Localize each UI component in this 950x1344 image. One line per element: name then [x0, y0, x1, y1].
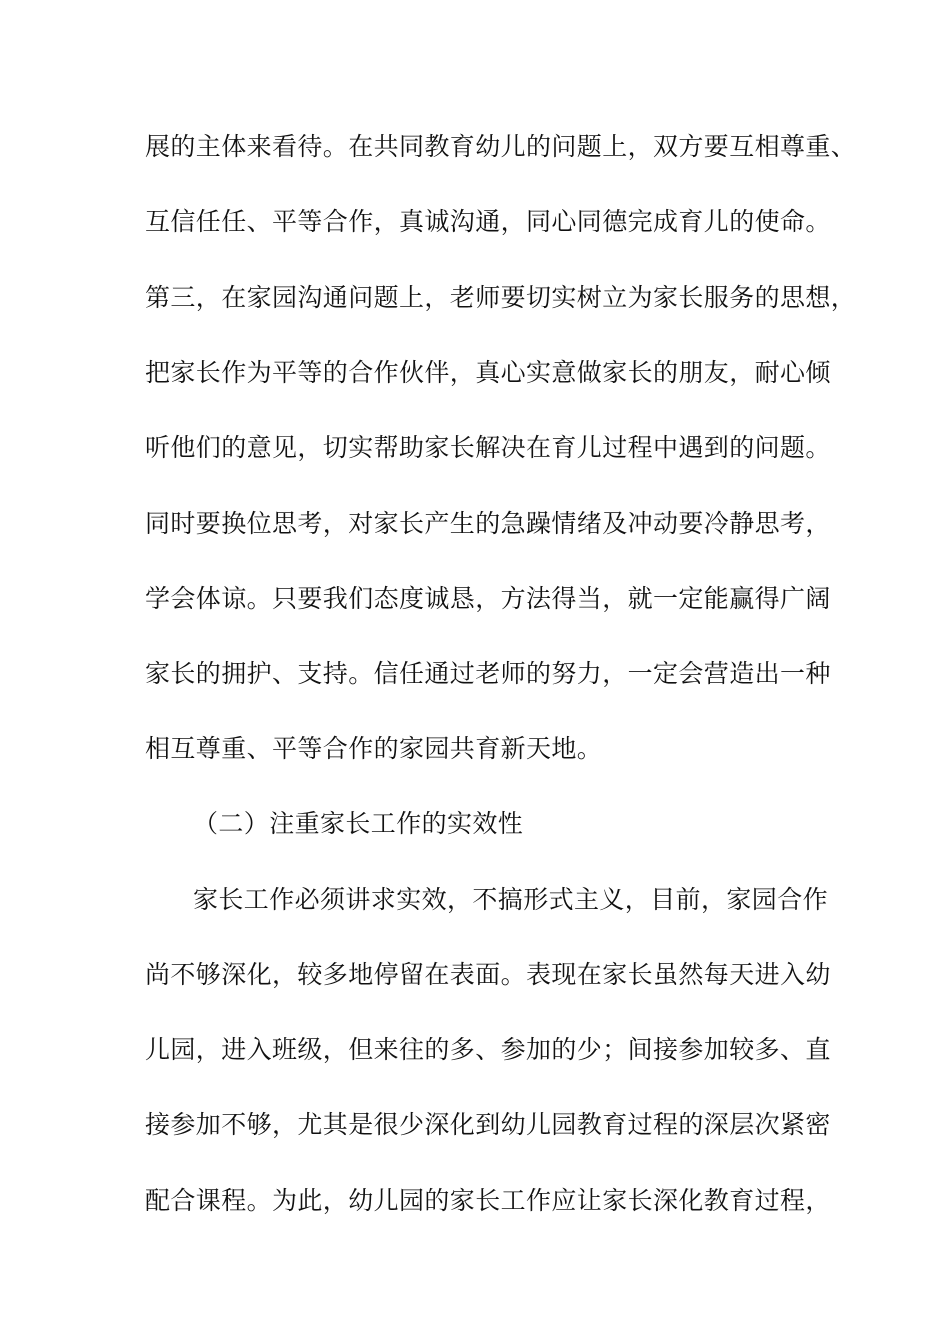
paragraph-line: 相互尊重、平等合作的家园共育新天地。 [145, 734, 603, 763]
paragraph-line: 同时要换位思考，对家长产生的急躁情绪及冲动要冷静思考， [145, 509, 831, 538]
paragraph-line: 听他们的意见，切实帮助家长解决在育儿过程中遇到的问题。 [145, 433, 831, 462]
paragraph-line: 把家长作为平等的合作伙伴，真心实意做家长的朋友，耐心倾 [145, 358, 831, 387]
paragraph-line: 配合课程。为此，幼儿园的家长工作应让家长深化教育过程， [145, 1186, 831, 1215]
paragraph-line: 互信任任、平等合作，真诚沟通，同心同德完成育儿的使命。 [145, 207, 831, 236]
paragraph-line: 展的主体来看待。在共同教育幼儿的问题上，双方要互相尊重、 [145, 132, 857, 161]
paragraph-line: 第三，在家园沟通问题上，老师要切实树立为家长服务的思想， [145, 283, 857, 312]
paragraph-line: 家长的拥护、支持。信任通过老师的努力，一定会营造出一种 [145, 659, 831, 688]
paragraph-first-line: 家长工作必须讲求实效，不搞形式主义，目前，家园合作 [193, 885, 829, 914]
section-heading: （二）注重家长工作的实效性 [193, 809, 524, 838]
paragraph-line: 儿园，进入班级，但来往的多、参加的少；间接参加较多、直 [145, 1035, 831, 1064]
paragraph-line: 尚不够深化，较多地停留在表面。表现在家长虽然每天进入幼 [145, 960, 831, 989]
paragraph-line: 学会体谅。只要我们态度诚恳，方法得当，就一定能赢得广阔 [145, 584, 831, 613]
paragraph-line: 接参加不够，尤其是很少深化到幼儿园教育过程的深层次紧密 [145, 1110, 831, 1139]
